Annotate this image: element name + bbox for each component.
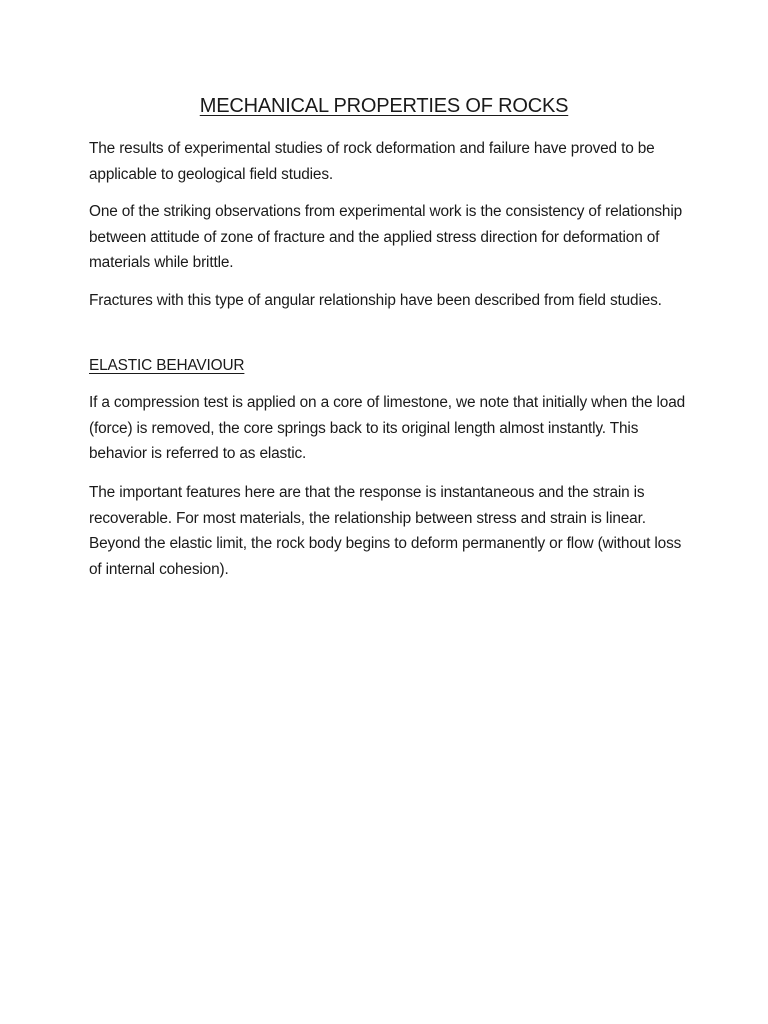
section-heading-elastic-behaviour: ELASTIC BEHAVIOUR (89, 357, 245, 374)
paragraph-elastic-features: The important features here are that the response is instantaneous and the strain is recoverable. For most materials, the relationship between stress and strain is linear. Beyond the elastic limit, the rock body begins to deform permanently or flow (without loss of internal cohesion). (89, 484, 682, 578)
paragraph-compression-test: If a compression test is applied on a core of limestone, we note that initially when the load (force) is removed, the core springs back to its original length almost instantly. This behavior is referred to as elastic. (89, 394, 686, 463)
paragraph-intro: The results of experimental studies of rock deformation and failure have proved to be applicable to geological field studies. (89, 140, 655, 183)
document-title-text: MECHANICAL PROPERTIES OF ROCKS (199, 95, 569, 117)
paragraph-observations: One of the striking observations from experimental work is the consistency of relationship between attitude of zone of fracture and the applied stress direction for deformation of materials while brittle. (89, 203, 683, 272)
paragraph-fractures: Fractures with this type of angular relationship have been described from field studies. (89, 292, 662, 309)
document-title (0, 93, 768, 119)
